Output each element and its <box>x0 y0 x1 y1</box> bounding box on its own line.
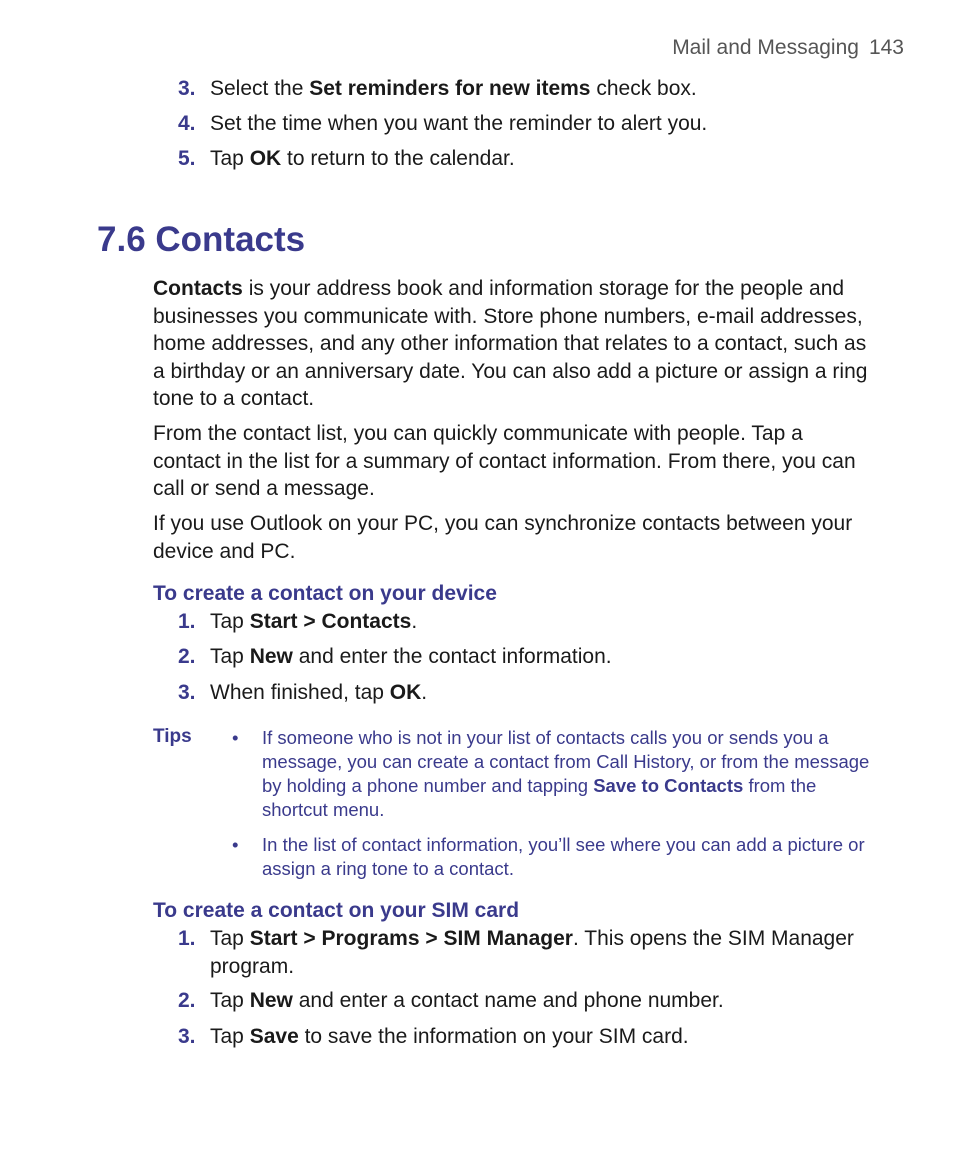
bullet-icon: • <box>232 834 239 855</box>
ui-term: Contacts <box>153 277 243 300</box>
step-number: 1. <box>178 610 196 633</box>
step-text: Select the Set reminders for new items check box. <box>210 77 697 100</box>
step-number: 1. <box>178 927 196 950</box>
subheading-device: To create a contact on your device <box>153 582 497 605</box>
bullet-icon: • <box>232 727 239 748</box>
intro-paragraph: Contacts is your address book and information storage for the people and businesses you communicate with. Store phone numbers, e-mail addresses, home addresses, and any other information that relates to a contact, such as a birthday or an anniversary date. You can also add a picture or assign a ring tone to a contact. <box>153 277 868 410</box>
subheading-sim: To create a contact on your SIM card <box>153 899 520 922</box>
ui-term: Set reminders for new items <box>309 77 591 100</box>
tip-text: In the list of contact information, you’ll see where you can add a picture or assign a ring tone to a contact. <box>262 834 865 879</box>
step-text: Tap Start > Contacts. <box>210 610 418 633</box>
step-item <box>178 925 858 981</box>
step-item <box>178 643 858 671</box>
step-text: Set the time when you want the reminder to alert you. <box>210 112 708 135</box>
step-text: Tap New and enter the contact information. <box>210 645 612 668</box>
step-number: 3. <box>178 77 196 100</box>
step-number: 4. <box>178 112 196 135</box>
step-text: When finished, tap OK. <box>210 681 428 704</box>
ui-term: OK <box>249 147 282 170</box>
step-number: 5. <box>178 147 196 170</box>
ui-term: Start > Contacts <box>249 610 412 633</box>
tip-item <box>232 726 872 822</box>
page-number: 143 <box>868 36 904 59</box>
tip-item <box>232 833 872 881</box>
running-header <box>672 36 904 60</box>
step-number: 3. <box>178 681 196 704</box>
header-section-title: Mail and Messaging <box>672 36 859 59</box>
step-number: 2. <box>178 989 196 1012</box>
step-item <box>178 110 858 138</box>
ui-term: Save to Contacts <box>593 775 744 796</box>
tip-text: If someone who is not in your list of contacts calls you or sends you a message, you can create a contact from Call History, or from the message by holding a phone number and tapping Save to Contacts from the shortcut menu. <box>262 727 870 820</box>
section-title: 7.6 Contacts <box>97 220 306 259</box>
step-text: Tap Start > Programs > SIM Manager. This opens the SIM Manager program. <box>210 927 854 978</box>
step-text: Tap OK to return to the calendar. <box>210 147 515 170</box>
ui-term: New <box>249 989 293 1012</box>
ui-term: OK <box>389 681 422 704</box>
step-number: 3. <box>178 1025 196 1048</box>
step-text: Tap New and enter a contact name and phone number. <box>210 989 724 1012</box>
step-text: Tap Save to save the information on your SIM card. <box>210 1025 689 1048</box>
step-item <box>178 679 858 707</box>
step-item <box>178 145 858 173</box>
step-number: 2. <box>178 645 196 668</box>
ui-term: New <box>249 645 293 668</box>
step-item <box>178 987 858 1015</box>
step-item <box>178 1023 858 1051</box>
step-item <box>178 608 858 636</box>
step-item <box>178 75 858 103</box>
ui-term: Save <box>249 1025 299 1048</box>
contact-list-paragraph: From the contact list, you can quickly communicate with people. Tap a contact in the list for a summary of contact information. From there, you can call or send a message. <box>153 422 856 500</box>
ui-term: Start > Programs > SIM Manager <box>249 927 573 950</box>
outlook-sync-paragraph: If you use Outlook on your PC, you can synchronize contacts between your device and PC. <box>153 512 853 563</box>
tips-label: Tips <box>153 726 192 747</box>
